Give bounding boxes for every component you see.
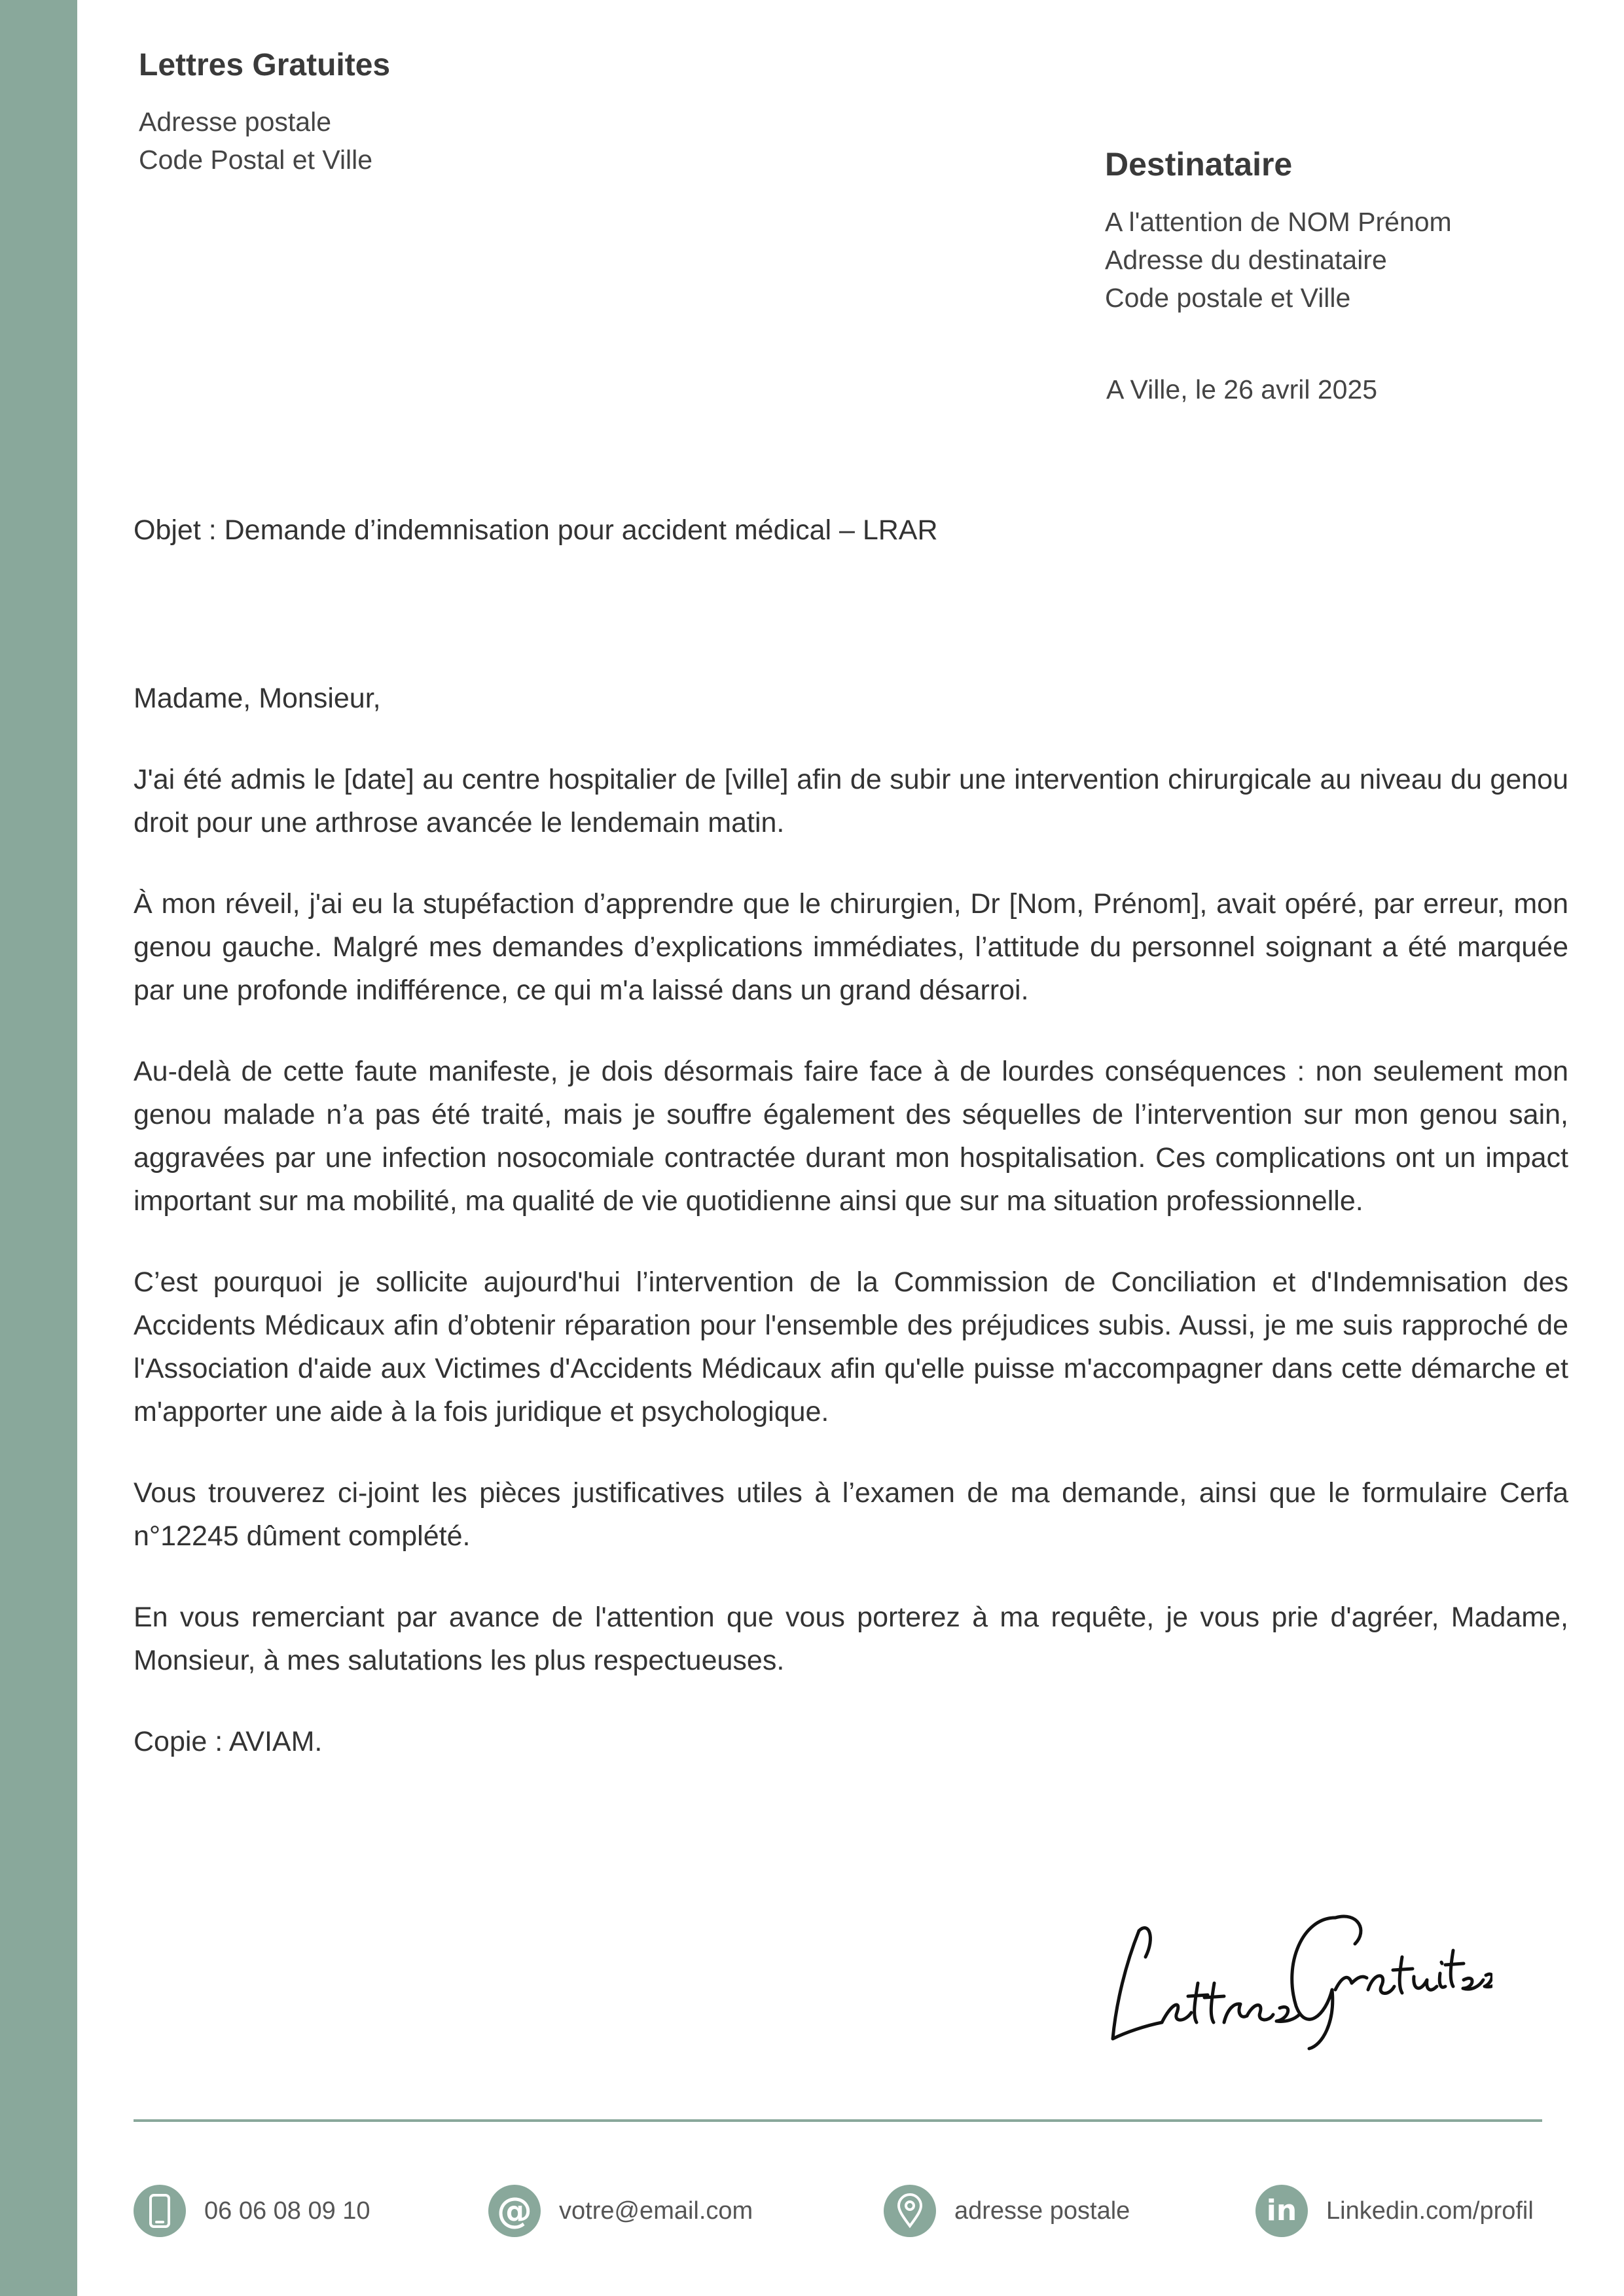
contact-email-text: votre@email.com xyxy=(559,2197,753,2225)
linkedin-icon: in xyxy=(1255,2185,1308,2237)
letter-date: A Ville, le 26 avril 2025 xyxy=(1106,374,1378,404)
footer-divider xyxy=(134,2119,1542,2122)
sender-name: Lettres Gratuites xyxy=(139,48,391,82)
sender-address: Adresse postale xyxy=(139,107,332,137)
recipient-city: Code postale et Ville xyxy=(1105,283,1351,313)
paragraph-1: J'ai été admis le [date] au centre hospitalier de [ville] afin de subir une intervention chirurgicale au niveau du genou droit pour une arthrose avancée le lendemain matin. xyxy=(134,764,1568,838)
at-icon: @ xyxy=(488,2185,541,2237)
contact-linkedin-text: Linkedin.com/profil xyxy=(1326,2197,1534,2225)
sender-block xyxy=(139,47,390,179)
map-pin-icon xyxy=(884,2185,936,2237)
letter-subject: Objet : Demande d’indemnisation pour accident médical – LRAR xyxy=(134,514,938,546)
contact-address xyxy=(884,2185,1130,2237)
paragraph-5: Vous trouverez ci-joint les pièces justificatives utiles à l’examen de ma demande, ainsi que le formulaire Cerfa n°12245 dûment complété. xyxy=(134,1477,1568,1552)
paragraph-3: Au-delà de cette faute manifeste, je dois désormais faire face à de lourdes conséquences : non seulement mon genou malade n’a pas été traité, mais je souffre également des séquelles de l’intervention sur mon genou sain, aggravées par une infection nosocomiale contractée durant mon hospitalisation. Ces complications ont un impact important sur ma mobilité, ma qualité de vie quotidienne ainsi que sur ma situation professionnelle. xyxy=(134,1056,1568,1217)
letter-body xyxy=(134,677,1568,1801)
contact-phone xyxy=(134,2185,370,2237)
recipient-block xyxy=(1105,145,1452,317)
phone-icon xyxy=(134,2185,186,2237)
sidebar-accent-bar xyxy=(0,0,77,2296)
sender-city: Code Postal et Ville xyxy=(139,145,373,175)
salutation: Madame, Monsieur, xyxy=(134,683,381,714)
contact-email xyxy=(488,2185,753,2237)
copy-line: Copie : AVIAM. xyxy=(134,1726,323,1757)
contact-phone-text: 06 06 08 09 10 xyxy=(204,2197,370,2225)
handwritten-signature xyxy=(1100,1892,1492,2062)
recipient-title: Destinataire xyxy=(1105,146,1293,183)
recipient-attention: A l'attention de NOM Prénom xyxy=(1105,207,1452,237)
contact-linkedin xyxy=(1255,2185,1534,2237)
signature-graphic xyxy=(1100,1892,1492,2062)
paragraph-6: En vous remerciant par avance de l'attention que vous porterez à ma requête, je vous prie d'agréer, Madame, Monsieur, à mes salutations les plus respectueuses. xyxy=(134,1602,1568,1676)
paragraph-2: À mon réveil, j'ai eu la stupéfaction d’apprendre que le chirurgien, Dr [Nom, Prénom], avait opéré, par erreur, mon genou gauche. Malgré mes demandes d’explications immédiates, l’attitude du personnel soignant a été marquée par une profonde indifférence, ce qui m'a laissé dans un grand désarroi. xyxy=(134,888,1568,1006)
recipient-address: Adresse du destinataire xyxy=(1105,245,1387,275)
paragraph-4: C’est pourquoi je sollicite aujourd'hui l’intervention de la Commission de Conciliation et d'Indemnisation des Accidents Médicaux afin d’obtenir réparation pour l'ensemble des préjudices subis. Aussi, je me suis rapproché de l'Association d'aide aux Victimes d'Accidents Médicaux afin qu'elle puisse m'accompagner dans cette démarche et m'apporter une aide à la fois juridique et psychologique. xyxy=(134,1266,1568,1427)
contact-address-text: adresse postale xyxy=(954,2197,1130,2225)
